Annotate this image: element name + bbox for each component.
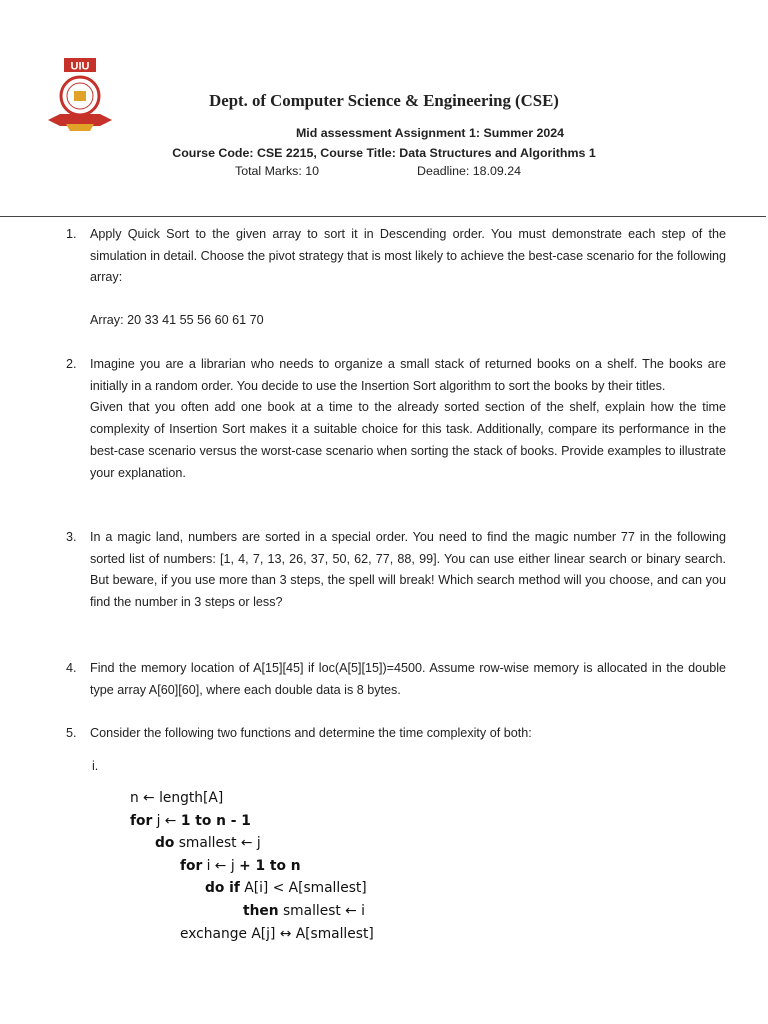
question-2 bbox=[66, 354, 726, 484]
question-text: Imagine you are a librarian who needs to organize a small stack of returned books on a shelf. The books are initially in a random order. You decide to use the Insertion Sort algorithm to sort the books by their titles. bbox=[90, 357, 726, 393]
question-number: 5. bbox=[66, 726, 77, 740]
assignment-title: Mid assessment Assignment 1: Summer 2024 bbox=[295, 126, 565, 140]
pseudocode-block bbox=[130, 787, 374, 945]
algo-line: for i ← j + 1 to n bbox=[180, 857, 301, 874]
question-text: In a magic land, numbers are sorted in a special order. You need to find the magic number 77 in the following sorted list of numbers: [1, 4, 7, 13, 26, 37, 50, 62, 77, 88, 99]. You can use either linear search or binary search. But beware, if you use more than 3 steps, the spell will break! Which search method will you choose, and can you find the number in 3 steps or less? bbox=[90, 530, 726, 610]
algo-line: n ← length[A] bbox=[130, 790, 224, 806]
question-text: Find the memory location of A[15][45] if loc(A[5][15])=4500. Assume row-wise memory is allocated in the double type array A[60][60], where each double data is 8 bytes. bbox=[90, 661, 726, 697]
algo-line: exchange A[j] ↔ A[smallest] bbox=[180, 925, 374, 942]
question-3 bbox=[66, 527, 726, 614]
question-text: Apply Quick Sort to the given array to sort it in Descending order. You must demonstrate each step of the simulation in detail. Choose the pivot strategy that is most likely to achieve the best-case scenario for the following array: bbox=[90, 227, 726, 285]
question-number: 4. bbox=[66, 661, 77, 675]
question-number: 3. bbox=[66, 530, 77, 544]
algo-line: do if A[i] < A[smallest] bbox=[205, 880, 367, 897]
algo-line: do smallest ← j bbox=[155, 835, 261, 852]
question-4 bbox=[66, 658, 726, 701]
question-5 bbox=[66, 723, 726, 745]
algo-line: then smallest ← i bbox=[243, 902, 365, 919]
question-text-continued: Given that you often add one book at a time to the already sorted section of the shelf, explain how the time complexity of Insertion Sort makes it a suitable choice for this task. Additionally, compare its performance in the best-case scenario versus the worst-case scenario when sorting the stack of books. Provide examples to illustrate your explanation. bbox=[90, 400, 726, 480]
question-text: Consider the following two functions and determine the time complexity of both: bbox=[90, 726, 532, 740]
question-number: 1. bbox=[66, 227, 77, 241]
department-title: Dept. of Computer Science & Engineering (CSE) bbox=[209, 91, 559, 110]
course-line: Course Code: CSE 2215, Course Title: Data Structures and Algorithms 1 bbox=[172, 146, 596, 160]
question-1 bbox=[66, 224, 726, 332]
sub-question-label: i. bbox=[92, 759, 99, 773]
array-line: Array: 20 33 41 55 56 60 61 70 bbox=[90, 313, 264, 328]
header-divider bbox=[0, 216, 766, 217]
deadline: Deadline: 18.09.24 bbox=[417, 164, 522, 178]
total-marks: Total Marks: 10 bbox=[235, 164, 320, 178]
question-number: 2. bbox=[66, 357, 77, 371]
svg-text:UIU: UIU bbox=[70, 60, 90, 73]
algo-line: for j ← 1 to n - 1 bbox=[130, 812, 251, 829]
